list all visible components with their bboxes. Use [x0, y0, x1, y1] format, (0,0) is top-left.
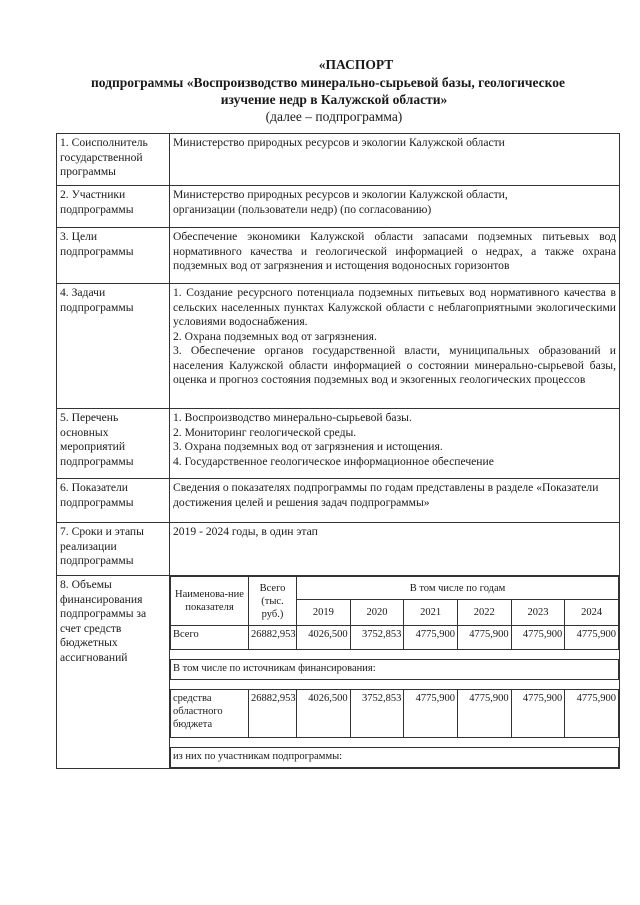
fin-col-total: Всего (тыс. руб.) — [249, 577, 297, 626]
financing-cell — [170, 576, 620, 769]
fin-value: 4775,900 — [457, 690, 511, 738]
task-item: 3. Обеспечение органов государственной власти, муниципальных образований и населения Калужской области информацией о состоянии минерально-сырьевой базы, оценка и прогноз состояния подземных вод и экзогенных геологических процессов — [173, 344, 616, 386]
fin-value: 3752,853 — [350, 690, 404, 738]
fin-value: 4775,900 — [457, 626, 511, 650]
fin-row-total: 26882,953 — [249, 690, 297, 738]
year-cell: 2020 — [350, 600, 404, 626]
subprogram-title-line-1: подпрограммы «Воспроизводство минерально-сырьевой базы, геологическое — [91, 75, 565, 90]
row-indicators — [57, 479, 620, 523]
row-value: Сведения о показателях подпрограммы по годам представлены в разделе «Показатели достижения целей и решения задач подпрограммы» — [170, 479, 620, 523]
participants-line: организации (пользователи недр) (по согласованию) — [173, 202, 432, 216]
fin-years-header: В том числе по годам — [297, 577, 619, 600]
fin-sources-caption-row — [171, 660, 619, 680]
fin-col-name: Наименова-ние показателя — [171, 577, 249, 626]
subprogram-title-line-2: изучение недр в Калужской области» — [220, 92, 448, 107]
fin-total-row — [171, 626, 619, 650]
row-coexecutor — [57, 134, 620, 186]
row-label: 1. Соисполнитель государственной программы — [57, 134, 170, 186]
year-cell: 2021 — [404, 600, 458, 626]
row-value — [170, 186, 620, 228]
fin-sources-caption: В том числе по источникам финансирования: — [171, 660, 619, 680]
task-item: 1. Создание ресурсного потенциала подземных питьевых вод нормативного качества в сельских населенных пунктах Калужской области с неблагоприятными экологическими условиями водоснабжения. — [173, 286, 616, 328]
fin-value: 4026,500 — [297, 626, 351, 650]
row-label: 3. Цели подпрограммы — [57, 228, 170, 284]
fin-value: 4775,900 — [404, 690, 458, 738]
activity-item: 1. Воспроизводство минерально-сырьевой базы. — [173, 411, 412, 424]
fin-row-name: Всего — [171, 626, 249, 650]
fin-participants-caption-row — [171, 748, 619, 768]
row-value: 2019 - 2024 годы, в один этап — [170, 523, 620, 576]
fin-value: 4775,900 — [511, 690, 565, 738]
fin-row-total: 26882,953 — [249, 626, 297, 650]
fin-value: 4026,500 — [297, 690, 351, 738]
row-value — [170, 284, 620, 409]
row-terms — [57, 523, 620, 576]
fin-gap — [171, 680, 619, 690]
passport-table — [56, 133, 620, 769]
year-cell: 2023 — [511, 600, 565, 626]
year-cell: 2019 — [297, 600, 351, 626]
fin-header-row — [171, 577, 619, 600]
row-tasks — [57, 284, 620, 409]
fin-value: 4775,900 — [404, 626, 458, 650]
fin-gap — [171, 738, 619, 748]
row-value: Обеспечение экономики Калужской области запасами подземных питьевых вод нормативного качества и геологической информацией о недрах, а также охрана подземных вод от загрязнения и истощения водоносных горизонтов — [170, 228, 620, 284]
row-label: 6. Показатели подпрограммы — [57, 479, 170, 523]
row-label: 8. Объемы финансирования подпрограммы за счет средств бюджетных ассигнований — [57, 576, 170, 769]
row-value: Министерство природных ресурсов и экологии Калужской области — [170, 134, 620, 186]
passport-title: «ПАСПОРТ — [318, 57, 394, 72]
year-cell: 2024 — [565, 600, 619, 626]
row-label: 2. Участники подпрограммы — [57, 186, 170, 228]
row-goals — [57, 228, 620, 284]
row-participants — [57, 186, 620, 228]
row-activities — [57, 409, 620, 479]
activity-item: 4. Государственное геологическое информационное обеспечение — [173, 454, 494, 468]
fin-gap — [171, 650, 619, 660]
fin-row-name: средства областного бюджета — [171, 690, 249, 738]
fin-value: 4775,900 — [565, 626, 619, 650]
row-value — [170, 409, 620, 479]
fin-participants-caption: из них по участникам подпрограммы: — [171, 748, 619, 768]
row-label: 7. Сроки и этапы реализации подпрограммы — [57, 523, 170, 576]
activity-item: 2. Мониторинг геологической среды. — [173, 425, 357, 439]
row-financing — [57, 576, 620, 769]
row-label: 5. Перечень основных мероприятий подпрограммы — [57, 409, 170, 479]
financing-table — [170, 576, 619, 768]
row-label: 4. Задачи подпрограммы — [57, 284, 170, 409]
fin-regional-row — [171, 690, 619, 738]
subprogram-abbreviation-note: (далее – подпрограмма) — [265, 109, 403, 124]
fin-value: 3752,853 — [350, 626, 404, 650]
fin-value: 4775,900 — [511, 626, 565, 650]
fin-value: 4775,900 — [565, 690, 619, 738]
task-item: 2. Охрана подземных вод от загрязнения. — [173, 329, 377, 343]
year-cell: 2022 — [457, 600, 511, 626]
participants-line: Министерство природных ресурсов и экологии Калужской области, — [173, 188, 508, 201]
activity-item: 3. Охрана подземных вод от загрязнения и истощения. — [173, 440, 443, 453]
